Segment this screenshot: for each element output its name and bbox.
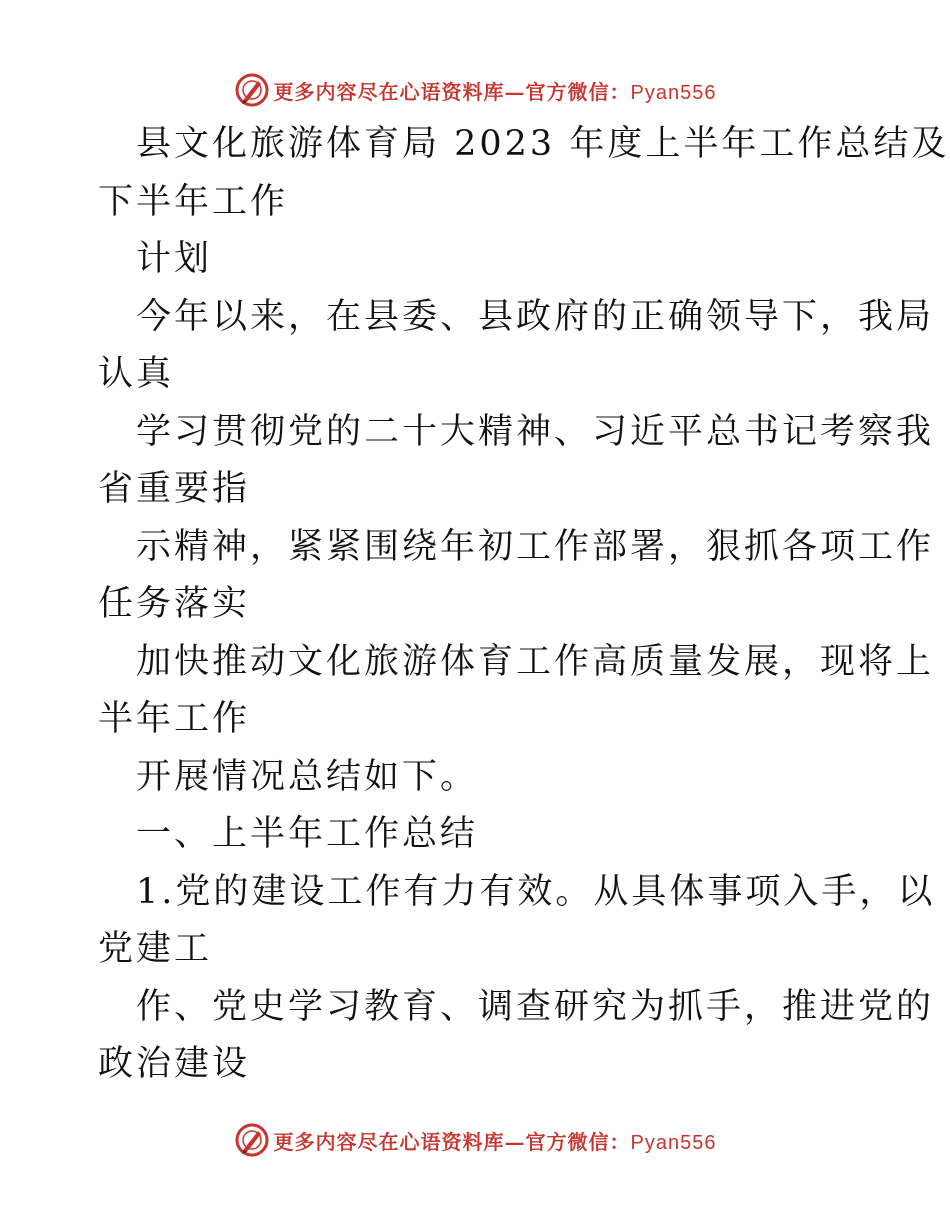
text-line: 党建工 bbox=[98, 929, 213, 969]
watermark-handle: Pyan556 bbox=[630, 1131, 717, 1154]
text-line: 县文化旅游体育局 2023 年度上半年工作总结及 bbox=[136, 124, 950, 164]
pen-logo-icon bbox=[234, 1122, 270, 1158]
text-line: 任务落实 bbox=[98, 584, 251, 624]
watermark-text: 更多内容尽在心语资料库—官方微信： bbox=[273, 79, 631, 104]
text-line: 政治建设 bbox=[98, 1044, 251, 1084]
text-line: 一、上半年工作总结 bbox=[136, 814, 479, 854]
text-line: 计划 bbox=[136, 239, 213, 279]
text-line: 作、党史学习教育、调查研究为抓手，推进党的 bbox=[136, 986, 935, 1027]
text-line: 认真 bbox=[98, 354, 175, 394]
text-line: 1.党的建设工作有力有效。从具体事项入手，以 bbox=[136, 871, 936, 912]
text-line: 半年工作 bbox=[98, 699, 251, 739]
text-line: 今年以来，在县委、县政府的正确领导下，我局 bbox=[136, 296, 935, 337]
text-line: 下半年工作 bbox=[98, 181, 289, 222]
text-line: 省重要指 bbox=[98, 469, 251, 509]
watermark-text: 更多内容尽在心语资料库—官方微信： bbox=[273, 1129, 631, 1154]
watermark-banner-top bbox=[0, 70, 950, 110]
text-line: 开展情况总结如下。 bbox=[136, 756, 479, 797]
pen-logo-icon bbox=[234, 72, 270, 108]
text-line: 示精神，紧紧围绕年初工作部署，狠抓各项工作 bbox=[136, 526, 935, 567]
watermark-handle: Pyan556 bbox=[630, 81, 717, 104]
text-line: 加快推动文化旅游体育工作高质量发展，现将上 bbox=[136, 641, 935, 682]
document-body bbox=[98, 116, 950, 1094]
text-line: 学习贯彻党的二十大精神、习近平总书记考察我 bbox=[136, 411, 935, 452]
watermark-banner-bottom bbox=[0, 1120, 950, 1160]
